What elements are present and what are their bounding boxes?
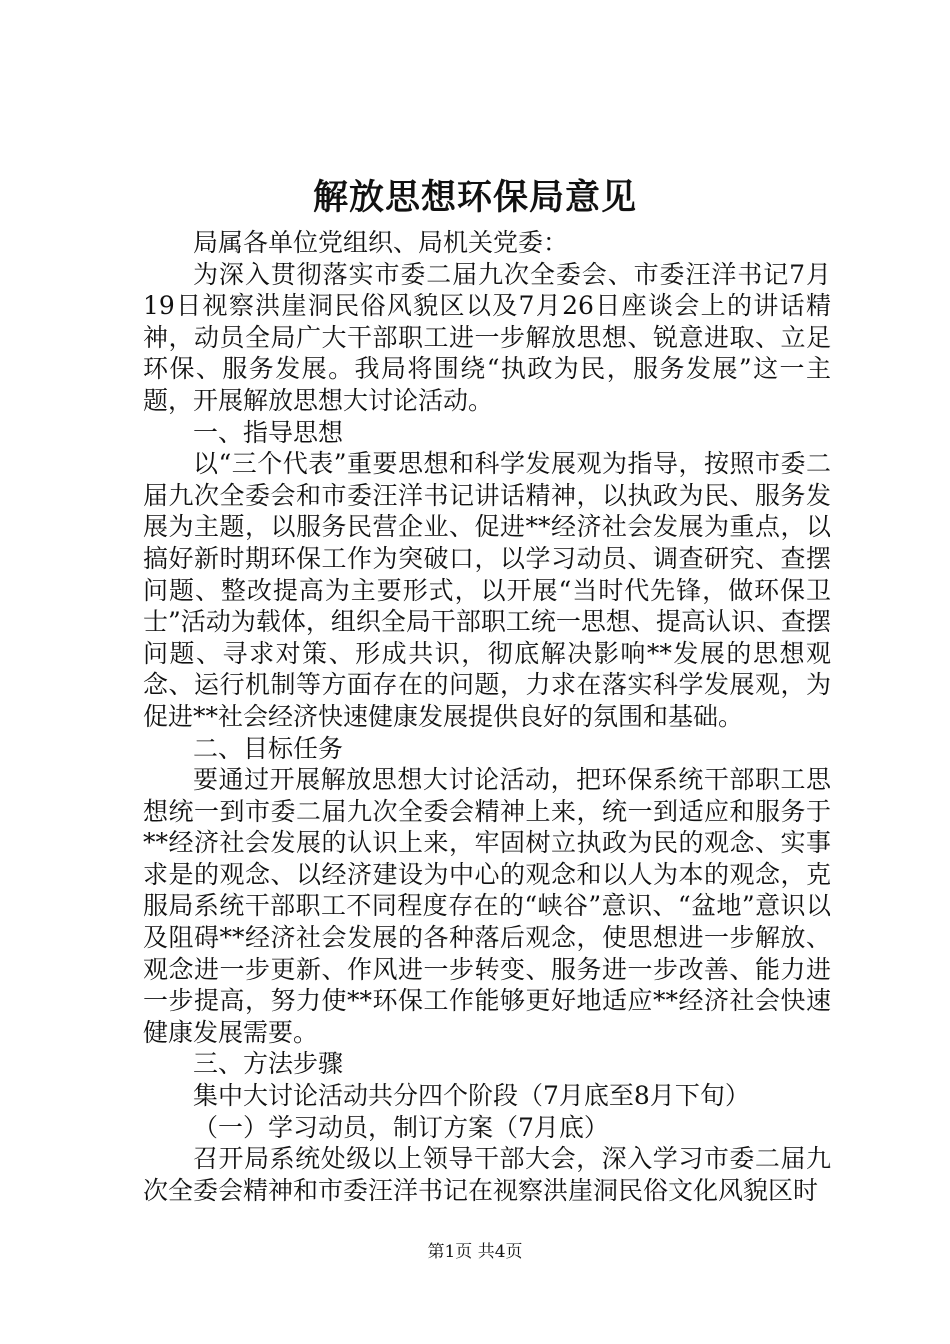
salutation: 局属各单位党组织、局机关党委：: [193, 228, 569, 257]
subsection-heading-stage-one: （一）学习动员，制订方案（7月底）: [193, 1112, 609, 1142]
section-heading-objectives: 二、目标任务: [193, 733, 344, 763]
section-heading-guiding-ideology: 一、指导思想: [193, 417, 344, 447]
objectives-paragraph: 要通过开展解放思想大讨论活动，把环保系统干部职工思想统一到市委二届九次全委会精神上来，统一到适应和服务于**经济社会发展的认识上来，牢固树立执政为民的观念、实事求是的观念、以经济建设为中心的观念和以人为本的观念，克服局系统干部职工不同程度存在的“峡谷”意识、“盆地”意识以及阻碍**经济社会发展的各种落后观念，使思想进一步解放、观念进一步更新、作风进一步转变、服务进一步改善、能力进一步提高，努力使**环保工作能够更好地适应**经济社会快速健康发展需要。: [143, 765, 831, 1047]
methods-overview-paragraph: 集中大讨论活动共分四个阶段（7月底至8月下旬）: [193, 1081, 750, 1111]
intro-paragraph: 为深入贯彻落实市委二届九次全委会、市委汪洋书记7月19日视察洪崖洞民俗风貌区以及7月26日座谈会上的讲话精神，动员全局广大干部职工进一步解放思想、锐意进取、立足环保、服务发展。我局将围绕“执政为民，服务发展”这一主题，开展解放思想大讨论活动。: [143, 259, 831, 415]
section-heading-methods: 三、方法步骤: [193, 1049, 344, 1079]
document-body: [143, 227, 831, 1206]
page-footer: 第1页 共4页: [427, 1242, 523, 1262]
guiding-ideology-paragraph: 以“三个代表”重要思想和科学发展观为指导，按照市委二届九次全委会和市委汪洋书记讲话精神，以执政为民、服务发展为主题，以服务民营企业、促进**经济社会发展为重点，以搞好新时期环保工作为突破口，以学习动员、调查研究、查摆问题、整改提高为主要形式，以开展“当时代先锋，做环保卫士”活动为载体，组织全局干部职工统一思想、提高认识、查摆问题、寻求对策、形成共识，彻底解决影响**发展的思想观念、运行机制等方面存在的问题，力求在落实科学发展观，为促进**社会经济快速健康发展提供良好的氛围和基础。: [143, 449, 831, 731]
stage-one-paragraph: 召开局系统处级以上领导干部大会，深入学习市委二届九次全委会精神和市委汪洋书记在视察洪崖洞民俗文化风貌区时: [143, 1144, 831, 1205]
document-title: 解放思想环保局意见: [312, 177, 637, 218]
